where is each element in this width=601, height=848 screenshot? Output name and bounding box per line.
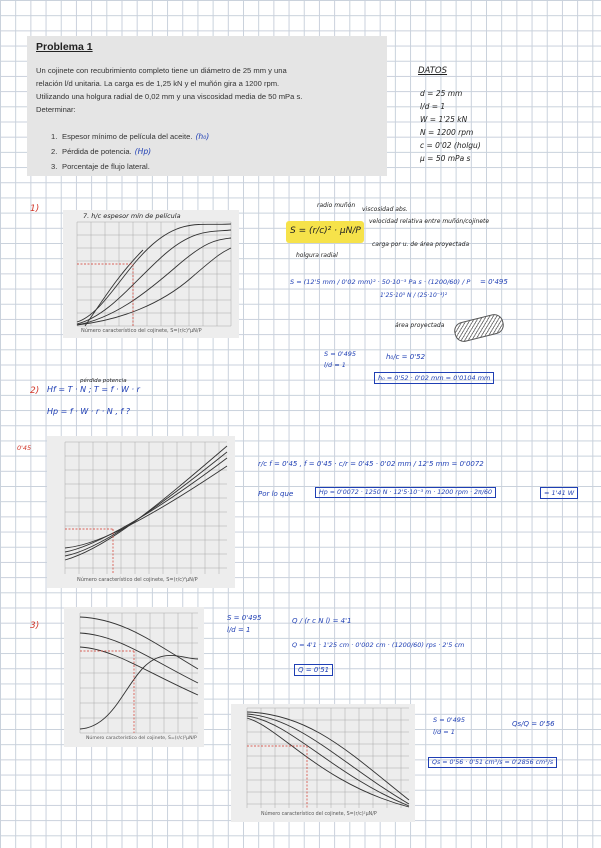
result-ho-box: h₀ = 0'52 · 0'02 mm = 0'0104 mm xyxy=(374,372,494,384)
curve xyxy=(77,224,231,322)
problem-text xyxy=(36,64,382,116)
part3-marker: 3) xyxy=(30,621,40,631)
formula-den: 1'25·10³ N / (25·10⁻³)² xyxy=(380,292,448,299)
curve xyxy=(65,466,227,548)
chart-flow xyxy=(64,607,204,747)
part3-ld: l/d = 1 xyxy=(227,626,251,634)
part3-q-calc: Q = 4'1 · 1'25 cm · 0'002 cm · (1200/60) rps · 2'5 cm xyxy=(292,641,465,649)
problem-line: Utilizando una holgura radial de 0,02 mm y una viscosidad media de 50 mPa s. xyxy=(36,92,303,101)
chart-side-flow xyxy=(231,704,415,822)
note-viscosidad: viscosidad abs. xyxy=(362,206,408,213)
curve xyxy=(247,716,409,806)
part2-line2: Hp = f · W · r · N , f ? xyxy=(47,407,131,416)
note-radio: radio muñón xyxy=(317,202,356,209)
curve xyxy=(247,714,409,804)
result-ld: l/d = 1 xyxy=(324,361,346,369)
question-item: 2. Pérdida de potencia. (Hp) xyxy=(51,147,152,156)
chart-curves xyxy=(77,224,231,326)
read-lines xyxy=(65,529,113,574)
note-velocidad: velocidad relativa entre muñón/cojinete xyxy=(369,218,490,225)
chart-friction xyxy=(47,436,235,588)
note-carga: carga por u. de área proyectada xyxy=(372,241,470,248)
datos-line: W = 1'25 kN xyxy=(420,115,468,124)
part3-q-box: Q = 0'51 xyxy=(294,664,333,676)
datos-line: d = 25 mm xyxy=(420,89,463,98)
problem-line: Un cojinete con recubrimiento completo tiene un diámetro de 25 mm y una xyxy=(36,66,287,75)
datos-title: DATOS xyxy=(418,66,448,76)
part2-result-box: = 1'41 W xyxy=(540,487,578,499)
chart-curves xyxy=(65,446,227,560)
datos-line: N = 1200 rpm xyxy=(420,128,474,137)
formula-result: = 0'495 xyxy=(480,278,508,286)
formula-s: S = (r/c)² · μN/P xyxy=(290,226,361,236)
question-item: 3. Porcentaje de flujo lateral. xyxy=(51,162,150,171)
chart-film-thickness xyxy=(63,210,239,338)
part3-qs-box: Qs = 0'56 · 0'51 cm³/s = 0'2856 cm³/s xyxy=(428,757,557,768)
curve xyxy=(77,238,231,325)
part1-marker: 1) xyxy=(30,204,40,214)
part3-s2: S = 0'495 xyxy=(433,716,466,724)
part3-q-ratio: Q / (r c N l) = 4'1 xyxy=(292,617,352,625)
curve xyxy=(65,452,227,556)
part2-calc1: r/c f = 0'45 , f = 0'45 · c/r = 0'45 · 0'02 mm / 12'5 mm = 0'0072 xyxy=(258,460,484,468)
chart-x-label: Número característico del cojinete, S=(r/c)²μN/P xyxy=(86,736,197,741)
part3-qs-ratio: Qs/Q = 0'56 xyxy=(512,720,555,728)
datos-line: μ = 50 mPa s xyxy=(420,154,471,163)
part3-s: S = 0'495 xyxy=(227,614,262,622)
result-ho-c: h₀/c = 0'52 xyxy=(386,353,426,361)
chart-curves xyxy=(247,712,409,807)
part2-marker: 2) xyxy=(30,386,40,396)
question-item: 1. Espesor mínimo de película del aceite. (h₀) xyxy=(51,132,210,141)
bearing-sketch-icon xyxy=(452,312,505,344)
result-s: S = 0'495 xyxy=(324,350,357,358)
chart-x-label: Número característico del cojinete, S=(r/c)²μN/P xyxy=(77,577,198,583)
formula-calc: S = (12'5 mm / 0'02 mm)² · 50·10⁻³ Pa s · (1200/60) / P xyxy=(290,278,471,286)
read-lines xyxy=(247,746,307,808)
curve xyxy=(65,458,227,552)
curve xyxy=(247,718,409,807)
problem-line: relación l/d unitaria. La carga es de 1,25 kN y el muñón gira a 1200 rpm. xyxy=(36,79,280,88)
chart-grid xyxy=(65,442,227,574)
tick-label-045: 0'45 xyxy=(17,444,32,452)
note-holgura: holgura radial xyxy=(296,252,338,259)
problem-statement xyxy=(27,36,387,176)
problem-title: Problema 1 xyxy=(36,41,93,53)
chart-x-label: Número característico del cojinete, S=(r/c)²μN/P xyxy=(81,328,202,334)
note-perdida: pérdida potencia xyxy=(80,378,127,384)
part2-calc2-pre: Por lo que xyxy=(258,490,294,498)
chart-grid xyxy=(77,222,231,326)
curve xyxy=(85,250,143,326)
problem-questions xyxy=(51,129,209,174)
datos-line: l/d = 1 xyxy=(420,102,446,111)
problem-line: Determinar: xyxy=(36,105,76,114)
part2-calc2-box: Hp = 0'0072 · 1250 N · 12'5·10⁻³ m · 1200 rpm · 2π/60 xyxy=(315,487,496,498)
datos-line: c = 0'02 (holgu) xyxy=(420,141,481,150)
chart-x-label: Número característico del cojinete, S=(r/c)²μN/P xyxy=(261,812,377,817)
note-area: área proyectada xyxy=(395,322,445,329)
part2-line1: Hf = T · N ; T = f · W · r xyxy=(47,385,140,394)
chart-grid xyxy=(247,708,409,808)
part3-ld2: l/d = 1 xyxy=(433,728,455,736)
chart-title: 7. h/c espesor mín de película xyxy=(83,212,181,220)
read-lines xyxy=(80,651,134,733)
